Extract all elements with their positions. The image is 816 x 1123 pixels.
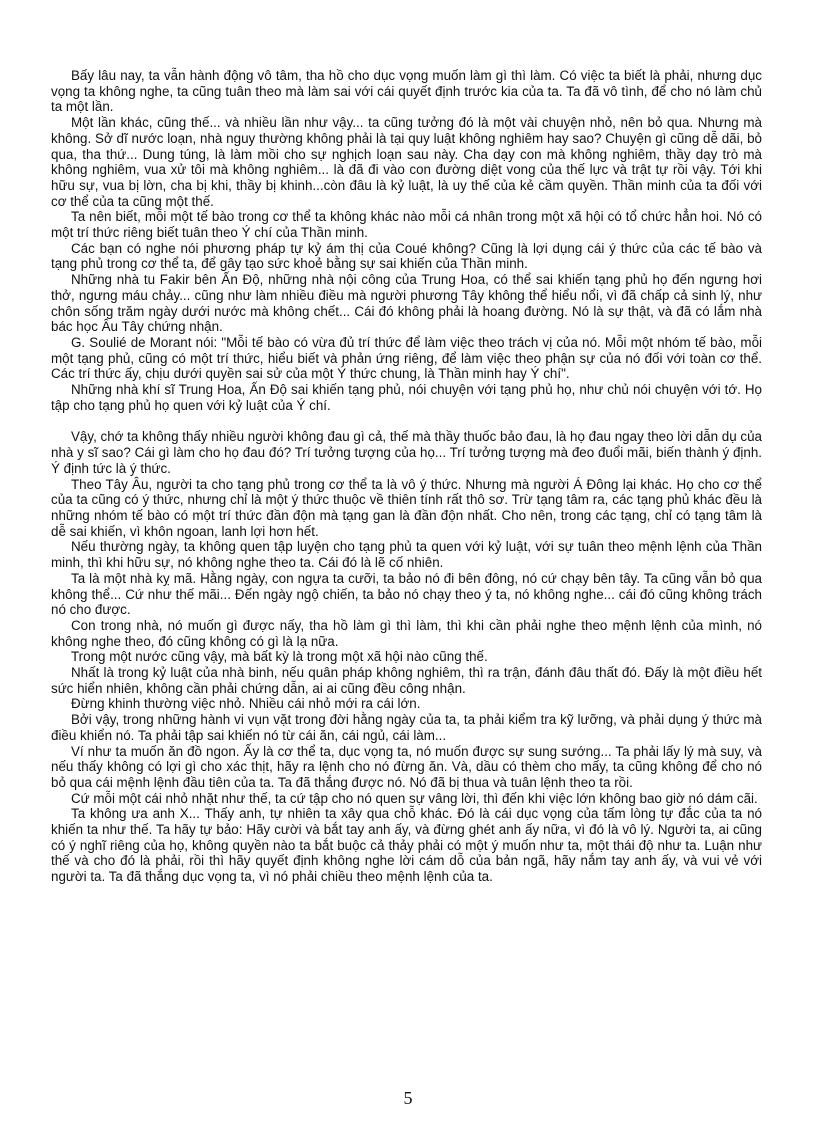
paragraph: Bởi vậy, trong những hành vi vụn vặt trong đời hằng ngày của ta, ta phải kiểm tra kỹ lưỡng, và phải dụng ý thức mà điều khiển nó. Ta phải tập sai khiến nó từ cái ăn, cái ngủ, cái làm... bbox=[51, 712, 762, 743]
paragraph: Theo Tây Âu, người ta cho tạng phủ trong cơ thể ta là vô ý thức. Nhưng mà người Á Đông lại khác. Họ cho cơ thể của ta cũng có ý thức, nhưng chỉ là một ý thức thuộc về thiên tính rất thô sơ. Trừ tạng tâm ra, các tạng phủ khác đều là những nhóm tế bào có một trí thức đần độn mà tạng gan là đần độn nhất. Cho nên, trong các tạng, chỉ có tạng tâm là dễ sai khiến, vì khôn ngoan, lanh lợi hơn hết. bbox=[51, 476, 762, 539]
paragraph: Các bạn có nghe nói phương pháp tự kỷ ám thị của Coué không? Cũng là lợi dụng cái ý thức của các tế bào và tạng phủ trong cơ thể ta, để gây tạo sức khoẻ bằng sự sai khiến của Thần minh. bbox=[51, 240, 762, 272]
body-text bbox=[51, 68, 762, 885]
paragraph: Những nhà tu Fakir bên Ấn Độ, những nhà nội công của Trung Hoa, có thể sai khiến tạng phủ họ đến ngưng hơi thở, ngưng máu chảy... cũng như làm nhiều điều mà người phương Tây không thể hiểu nổi, vì đã chấp cả sinh lý, như chôn sống trăm ngày dưới nước mà không chết... Cái đó không phải là hoang đường. Nó là sự thật, và đã có lắm nhà bác học Âu Tây chứng nhận. bbox=[51, 272, 762, 335]
paragraph: Vậy, chớ ta không thấy nhiều người không đau gì cả, thế mà thầy thuốc bảo đau, là họ đau ngay theo lời dẫn dụ của nhà y sĩ sao? Cái gì làm cho họ đau đó? Trí tưởng tượng của họ... Trí tưởng tượng mà đeo đuổi mãi, biến thành ý định. Ý định tức là ý thức. bbox=[51, 429, 762, 476]
paragraph: Nhất là trong kỷ luật của nhà binh, nếu quân pháp không nghiêm, thì ra trận, đánh đâu thất đó. Đấy là một điều hết sức hiển nhiên, không cần phải chứng dẫn, ai ai cũng đều công nhận. bbox=[51, 665, 762, 696]
paragraph: Bấy lâu nay, ta vẫn hành động vô tâm, tha hồ cho dục vọng muốn làm gì thì làm. Có việc ta biết là phải, nhưng dục vọng ta không nghe, ta cũng tuân theo mà làm sai với cái quyết định trước kia của ta. Ta đã vô tình, để cho nó làm chủ ta một lần. bbox=[51, 68, 762, 115]
paragraph: Ta là một nhà kỵ mã. Hằng ngày, con ngựa ta cưỡi, ta bảo nó đi bên đông, nó cứ chạy bên tây. Ta cũng vẫn bỏ qua không thể... Cứ như thế mãi... Đến ngày ngộ chiến, ta bảo nó chạy theo ý ta, nó không nghe... cái đó cũng không trách nó cho được. bbox=[51, 570, 762, 618]
paragraph: Con trong nhà, nó muốn gì được nấy, tha hồ làm gì thì làm, thì khi cần phải nghe theo mệnh lệnh của mình, nó không nghe theo, đó cũng không có gì là lạ nữa. bbox=[51, 617, 762, 649]
page-number: 5 bbox=[403, 1088, 413, 1108]
paragraph: Ví như ta muốn ăn đồ ngon. Ấy là cơ thể ta, dục vọng ta, nó muốn được sự sung sướng... Ta phải lấy lý mà suy, và nếu thấy không có lợi gì cho xác thịt, hãy ra lệnh cho nó đừng ăn. Và, dầu có thèm cho mấy, ta cũng không để cho nó bỏ qua cái mệnh lệnh đầu tiên của ta. Ta đã thắng được nó. Nó đã bị thua và tuân lệnh theo ta rồi. bbox=[51, 743, 762, 790]
paragraph: Nếu thường ngày, ta không quen tập luyện cho tạng phủ ta quen với kỷ luật, với sự tuân theo mệnh lệnh của Thần minh, thì khi hữu sự, nó không nghe theo ta. Cái đó là lẽ cố nhiên. bbox=[51, 539, 762, 571]
paragraph: Ta không ưa anh X... Thấy anh, tự nhiên ta xây qua chỗ khác. Đó là cái dục vọng của tấm lòng tự đắc của ta nó khiến ta như thế. Ta hãy tự bảo: Hãy cười và bắt tay anh ấy, và đừng ghét anh ấy nữa, vì đó là vô lý. Người ta, ai cũng có ý nghĩ riêng của họ, không quyền nào ta bắt buộc cả thảy phải có một ý muốn như ta, một thái độ như ta. Luận như thế và cho đó là phải, rồi thì hãy quyết định không nghe lời cám dỗ của bản ngã, hãy nắm tay anh ấy, và vui vẻ với người ta. Ta đã thắng dục vọng ta, vì nó phải chiều theo mệnh lệnh của ta. bbox=[51, 806, 762, 885]
paragraph: Cứ mỗi một cái nhỏ nhặt như thế, ta cứ tập cho nó quen sự vâng lời, thì đến khi việc lớn không bao giờ nó dám cãi. bbox=[71, 790, 758, 806]
paragraph: G. Soulié de Morant nói: "Mỗi tế bào có vừa đủ trí thức để làm việc theo trách vị của nó. Mỗi một nhóm tế bào, mỗi một tạng phủ, cũng có một trí thức, hiểu biết và phản ứng riêng, để làm việc theo phận sự của nó đối với toàn cơ thể. Các trí thức ấy, chịu dưới quyền sai sử của một Ý thức chung, là Thần minh hay Ý chí". bbox=[51, 334, 762, 382]
paragraph: Đừng khinh thường việc nhỏ. Nhiều cái nhỏ mới ra cái lớn. bbox=[71, 696, 421, 712]
paragraph: Một lần khác, cũng thế... và nhiều lần như vậy... ta cũng tưởng đó là một vài chuyện nhỏ, nên bỏ qua. Nhưng mà không. Sở dĩ nước loạn, nhà nguy thường không phải là tại quy luật không nghiêm hay sao? Chuyện gì cũng dễ dãi, bỏ qua, tha thứ... Dung túng, là làm mồi cho sự nghịch loạn sau này. Cha dạy con mà không nghiêm, thầy dạy trò mà không nghiêm, vua xử tôi mà không nghiêm... là đã đi vào con đường diệt vong của thế lực và trật tự rồi vậy. Tới khi hữu sự, vua bị lờn, cha bị khi, thầy bị khinh...còn đâu là kỷ luật, là uy thế của kẻ cầm quyền. Thần minh của ta đối với cơ thể của ta cũng một thế. bbox=[51, 115, 762, 209]
paragraph: Ta nên biết, mỗi một tế bào trong cơ thể ta không khác nào mỗi cá nhân trong một xã hội có tổ chức hẳn hoi. Nó có một trí thức riêng biết tuân theo Ý chí của Thần minh. bbox=[51, 209, 762, 241]
paragraph: Trong một nước cũng vậy, mà bất kỳ là trong một xã hội nào cũng thế. bbox=[71, 649, 488, 665]
paragraph: Những nhà khí sĩ Trung Hoa, Ấn Độ sai khiến tạng phủ, nói chuyện với tạng phủ họ, như chủ nói chuyện với tớ. Họ tập cho tạng phủ họ quen với kỷ luật của Ý chí. bbox=[51, 382, 762, 413]
